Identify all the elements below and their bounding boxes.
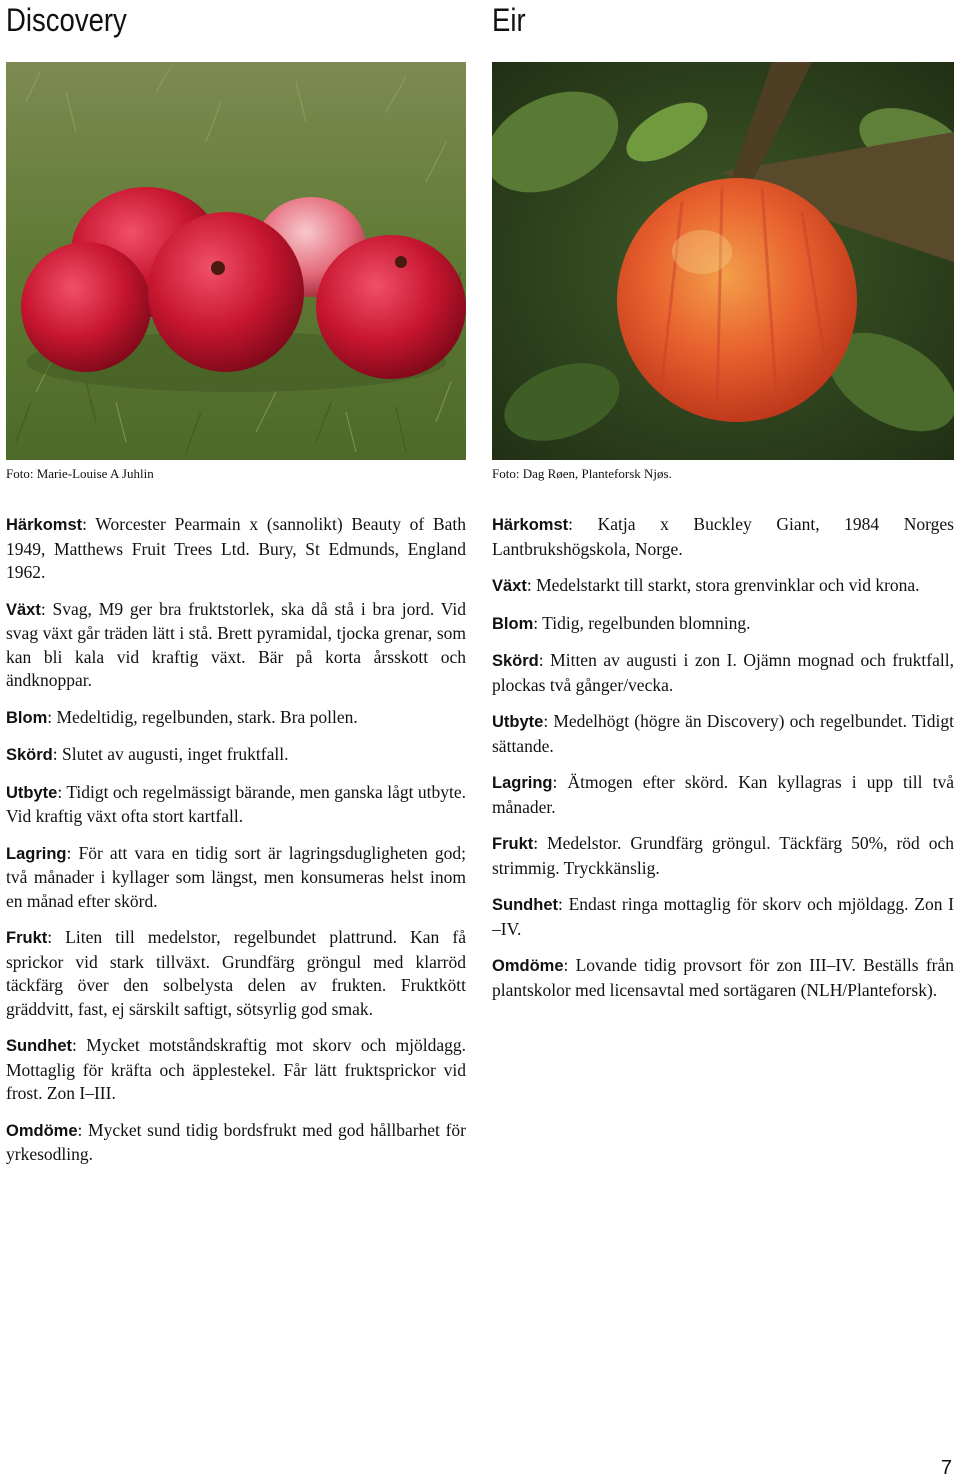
left-column [6, 0, 466, 38]
page-number: 7 [940, 1457, 952, 1479]
section-blom: Blom: Tidig, regelbunden blomning. [492, 612, 751, 633]
section-sundhet: Sundhet: Endast ringa mottaglig för skorv och mjöldagg. Zon I –IV. [492, 894, 954, 939]
section-omdome: Omdöme: Mycket sund tidig bordsfrukt med god hållbarhet för yrkesodling. [6, 1119, 466, 1164]
description-discovery [6, 513, 466, 1180]
photo-eir-apple [492, 62, 954, 460]
section-lagring: Lagring: För att vara en tidig sort är lagringsdugligheten god; två månader i kyllager som längst, men konsumeras helst inom en månad efter skörd. [6, 842, 466, 911]
section-skord: Skörd: Mitten av augusti i zon I. Ojämn mognad och fruktfall, plockas två gånger/vecka. [492, 650, 954, 695]
section-frukt: Frukt: Liten till medelstor, regelbundet plattrund. Kan få sprickor vid stark tillväxt. Grundfärg gröngul med klarröd täckfärg över den solbelysta delen av frukten. Fruktkött gräddvitt, fast, ej särskilt saftigt, sötsyrlig god smak. [6, 927, 466, 1019]
section-omdome: Omdöme: Lovande tidig provsort för zon III–IV. Beställs från plantskolor med licensavtal med sortägaren (NLH/Planteforsk). [492, 955, 954, 1000]
section-lagring: Lagring: Ätmogen efter skörd. Kan kyllagras i upp till två månader. [492, 772, 954, 817]
photo-discovery-apples [6, 62, 466, 460]
section-vaxt: Växt: Medelstarkt till starkt, stora grenvinklar och vid krona. [492, 575, 920, 595]
section-harkomst: Härkomst: Worcester Pearmain x (sannolikt) Beauty of Bath 1949, Matthews Fruit Trees Ltd. Bury, St Edmunds, England 1962. [6, 514, 466, 582]
photo-credit-discovery: Foto: Marie-Louise A Juhlin [6, 466, 154, 481]
section-harkomst: Härkomst: Katja x Buckley Giant, 1984 Norges Lantbrukshögskola, Norge. [492, 514, 954, 559]
variety-title-discovery: Discovery [6, 2, 127, 38]
section-blom: Blom: Medeltidig, regelbunden, stark. Bra pollen. [6, 706, 358, 727]
photo-credit-eir: Foto: Dag Røen, Planteforsk Njøs. [492, 466, 672, 481]
section-utbyte: Utbyte: Tidigt och regelmässigt bärande, men ganska lågt utbyte. Vid kraftig växt ofta stort kartfall. [6, 781, 466, 826]
description-eir [492, 513, 954, 1015]
right-column [492, 0, 954, 38]
section-sundhet: Sundhet: Mycket motståndskraftig mot skorv och mjöldagg. Mottaglig för kräfta och äpplestekel. Får lätt fruktsprickor vid frost. Zon I–III. [6, 1035, 466, 1103]
variety-title-eir: Eir [492, 2, 526, 38]
section-vaxt: Växt: Svag, M9 ger bra fruktstorlek, ska då stå i bra jord. Vid svag växt går träden lätt i stå. Brett pyramidal, tjocka grenar, som kan bli kala vid kraftig växt. Bär på korta årsskott och ändknoppar. [6, 598, 466, 690]
section-utbyte: Utbyte: Medelhögt (högre än Discovery) och regelbundet. Tidigt sättande. [492, 711, 954, 756]
section-frukt: Frukt: Medelstor. Grundfärg gröngul. Täckfärg 50%, röd och strimmig. Tryckkänslig. [492, 833, 954, 878]
section-skord: Skörd: Slutet av augusti, inget fruktfall. [6, 744, 289, 764]
